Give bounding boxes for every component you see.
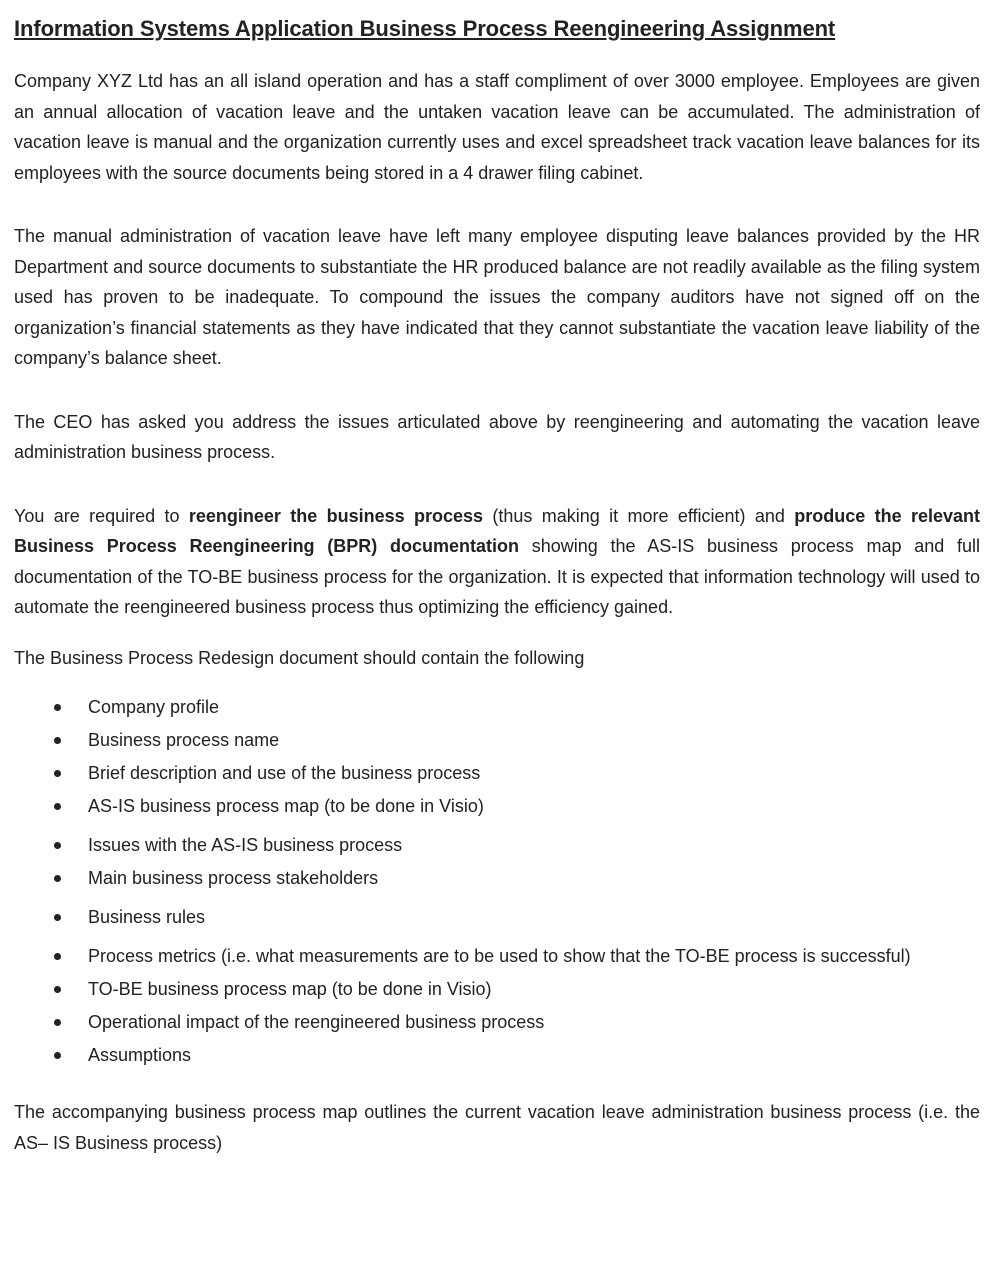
list-item: Business process name bbox=[14, 726, 948, 754]
requirements-bold-1: reengineer the business process bbox=[188, 505, 484, 526]
bullet-icon bbox=[54, 1052, 61, 1059]
document-page bbox=[14, 14, 980, 1158]
list-item: AS-IS business process map (to be done in Visio) bbox=[14, 792, 948, 820]
bullet-icon bbox=[54, 770, 61, 777]
paragraph-contents-intro: The Business Process Redesign document should contain the following bbox=[14, 647, 585, 668]
paragraph-requirements bbox=[14, 501, 980, 623]
list-item: Brief description and use of the business process bbox=[14, 759, 948, 787]
list-item: Operational impact of the reengineered business process bbox=[14, 1008, 948, 1036]
requirements-text-1: You are required to bbox=[14, 505, 189, 526]
bullet-icon bbox=[54, 1019, 61, 1026]
bullet-icon bbox=[54, 914, 61, 921]
paragraph-process-map-note: The accompanying business process map outlines the current vacation leave administration business process (i.e. the AS– IS Business process) bbox=[14, 1102, 980, 1153]
paragraph-ceo-request: The CEO has asked you address the issues articulated above by reengineering and automating the vacation leave administration business process. bbox=[14, 411, 980, 462]
list-item: Business rules bbox=[14, 903, 948, 931]
requirements-text-3: showing the AS-IS business process map and full documentation of the TO-BE business process for the organization. It is expected that information technology will used to automate the reengineered business process thus optimizing the efficiency gained. bbox=[14, 536, 980, 617]
bullet-icon bbox=[54, 704, 61, 711]
bullet-icon bbox=[54, 953, 61, 960]
list-item: Issues with the AS-IS business process bbox=[14, 831, 948, 859]
bullet-icon bbox=[54, 842, 61, 849]
requirements-text-2: (thus making it more efficient) and bbox=[483, 505, 795, 526]
contents-bullet-list bbox=[14, 693, 980, 1069]
list-item: TO-BE business process map (to be done in Visio) bbox=[14, 975, 948, 1003]
paragraph-issues: The manual administration of vacation leave have left many employee disputing leave balances provided by the HR Department and source documents to substantiate the HR produced balance are not readily available as the filing system used has proven to be inadequate. To compound the issues the company auditors have not signed off on the organization’s financial statements as they have indicated that they cannot substantiate the vacation leave liability of the company’s balance sheet. bbox=[14, 226, 980, 368]
bullet-icon bbox=[54, 737, 61, 744]
requirements-bold-2: produce the relevant Business Process Reengineering (BPR) documentation bbox=[14, 505, 981, 556]
list-item: Main business process stakeholders bbox=[14, 864, 948, 892]
paragraph-company-overview: Company XYZ Ltd has an all island operation and has a staff compliment of over 3000 employee. Employees are given an annual allocation of vacation leave and the untaken vacation leave can be accumulated. The administration of vacation leave is manual and the organization currently uses and excel spreadsheet track vacation leave balances for its employees with the source documents being stored in a 4 drawer filing cabinet. bbox=[14, 71, 980, 183]
list-item: Assumptions bbox=[14, 1041, 948, 1069]
list-item: Company profile bbox=[14, 693, 948, 721]
list-item: Process metrics (i.e. what measurements are to be used to show that the TO-BE process is successful) bbox=[14, 942, 948, 970]
bullet-icon bbox=[54, 803, 61, 810]
bullet-icon bbox=[54, 875, 61, 882]
document-title: Information Systems Application Business Process Reengineering Assignment bbox=[14, 16, 836, 41]
bullet-icon bbox=[54, 986, 61, 993]
